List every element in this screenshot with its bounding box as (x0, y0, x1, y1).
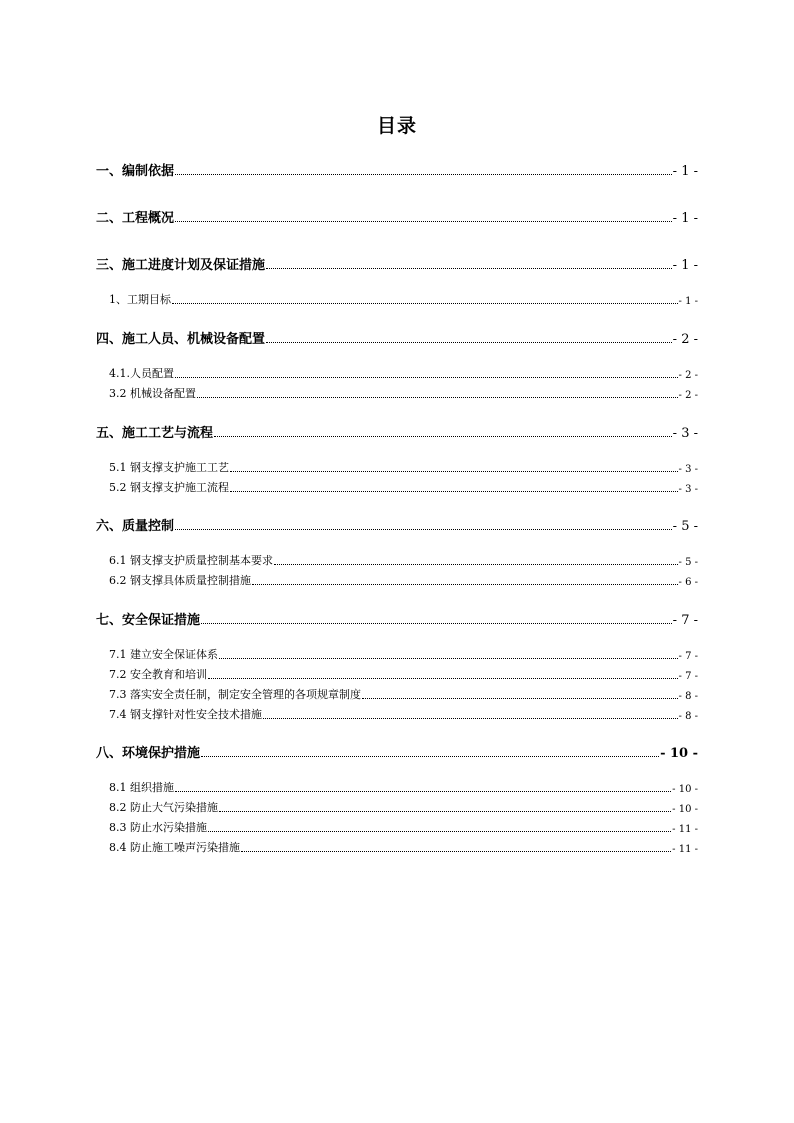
toc-dot-leader (266, 267, 672, 269)
toc-dot-leader (175, 528, 672, 530)
toc-entry-text: 五、施工工艺与流程 (96, 426, 214, 441)
toc-page-number: - 3 - (672, 426, 698, 441)
toc-dot-leader (175, 376, 678, 378)
toc-page-number: - 10 - (672, 784, 698, 795)
toc-page-number: - 7 - (672, 613, 698, 628)
toc-page-number: - 11 - (672, 844, 698, 855)
toc-page-number: - 8 - (678, 711, 698, 722)
toc-dot-leader (197, 396, 678, 398)
toc-entry-chapter[interactable] (96, 208, 698, 226)
toc-dot-leader (219, 657, 678, 659)
toc-dot-leader (172, 302, 678, 304)
toc-dot-leader (208, 677, 678, 679)
toc-entry-text: 5.2 钢支撑支护施工流程 (109, 481, 229, 494)
toc-page-number: - 10 - (672, 804, 698, 815)
toc-dot-leader (175, 220, 672, 222)
toc-entry-text: 8.1 组织措施 (109, 781, 174, 794)
toc-entry-chapter[interactable] (96, 423, 698, 441)
toc-entry-text: 七、安全保证措施 (96, 613, 201, 628)
toc-dot-leader (219, 810, 671, 812)
toc-entry-chapter[interactable] (96, 329, 698, 347)
toc-entry-section[interactable] (109, 780, 698, 795)
toc-page-number: - 2 - (672, 332, 698, 347)
toc-page-number: - 3 - (678, 484, 698, 495)
toc-entry-chapter[interactable] (96, 255, 698, 273)
toc-entry-chapter[interactable] (96, 743, 698, 761)
toc-dot-leader (362, 697, 678, 699)
toc-page-number: - 7 - (678, 671, 698, 682)
toc-page-number: - 5 - (672, 519, 698, 534)
toc-entry-section[interactable] (109, 667, 698, 682)
toc-entry-text: 8.2 防止大气污染措施 (109, 801, 218, 814)
toc-entry-text: 六、质量控制 (96, 519, 175, 534)
toc-dot-leader (201, 622, 672, 624)
toc-entry-text: 1、工期目标 (109, 293, 171, 306)
toc-dot-leader (175, 790, 671, 792)
toc-entry-text: 6.2 钢支撑具体质量控制措施 (109, 574, 251, 587)
toc-entry-section[interactable] (109, 460, 698, 475)
toc-dot-leader (266, 341, 672, 343)
toc-entry-text: 4.1.人员配置 (109, 367, 174, 380)
toc-entry-text: 三、施工进度计划及保证措施 (96, 258, 266, 273)
toc-entry-text: 二、工程概况 (96, 211, 175, 226)
toc-entry-section[interactable] (109, 292, 698, 307)
toc-page-number: - 2 - (678, 390, 698, 401)
toc-entry-text: 5.1 钢支撑支护施工工艺 (109, 461, 229, 474)
toc-page-number: - 10 - (660, 746, 698, 761)
toc-page-number: - 1 - (672, 164, 698, 179)
toc-entry-text: 7.3 落实安全责任制，制定安全管理的各项规章制度 (109, 688, 361, 701)
toc-dot-leader (230, 470, 678, 472)
toc-page-number: - 11 - (672, 824, 698, 835)
toc-entry-text: 7.2 安全教育和培训 (109, 668, 207, 681)
toc-entry-section[interactable] (109, 366, 698, 381)
toc-entry-section[interactable] (109, 840, 698, 855)
toc-dot-leader (175, 173, 672, 175)
toc-dot-leader (201, 755, 659, 757)
toc-entry-section[interactable] (109, 553, 698, 568)
toc-entry-section[interactable] (109, 800, 698, 815)
toc-entry-text: 8.3 防止水污染措施 (109, 821, 207, 834)
toc-page-number: - 2 - (678, 370, 698, 381)
toc-entry-section[interactable] (109, 573, 698, 588)
toc-page-number: - 1 - (672, 211, 698, 226)
toc-page-number: - 1 - (672, 258, 698, 273)
toc-entry-text: 7.4 钢支撑针对性安全技术措施 (109, 708, 262, 721)
toc-entry-text: 8.4 防止施工噪声污染措施 (109, 841, 240, 854)
toc-entry-section[interactable] (109, 647, 698, 662)
toc-page-number: - 1 - (678, 296, 698, 307)
toc-entry-section[interactable] (109, 687, 698, 702)
toc-page-number: - 7 - (678, 651, 698, 662)
toc-page-number: - 6 - (678, 577, 698, 588)
toc-dot-leader (274, 563, 678, 565)
toc-entry-text: 6.1 钢支撑支护质量控制基本要求 (109, 554, 273, 567)
toc-entry-section[interactable] (109, 480, 698, 495)
toc-entry-text: 四、施工人员、机械设备配置 (96, 332, 266, 347)
toc-entry-chapter[interactable] (96, 610, 698, 628)
toc-entry-text: 7.1 建立安全保证体系 (109, 648, 218, 661)
toc-entry-section[interactable] (109, 820, 698, 835)
toc-dot-leader (230, 490, 678, 492)
toc-page-number: - 3 - (678, 464, 698, 475)
toc-entry-section[interactable] (109, 386, 698, 401)
toc-entry-text: 一、编制依据 (96, 164, 175, 179)
toc-page-number: - 8 - (678, 691, 698, 702)
toc-dot-leader (214, 435, 672, 437)
toc-entry-text: 3.2 机械设备配置 (109, 387, 196, 400)
toc-entry-chapter[interactable] (96, 516, 698, 534)
toc-dot-leader (263, 717, 678, 719)
toc-entry-text: 八、环境保护措施 (96, 746, 201, 761)
toc-dot-leader (252, 583, 678, 585)
toc-entry-chapter[interactable] (96, 161, 698, 179)
toc-dot-leader (208, 830, 671, 832)
toc-page-number: - 5 - (678, 557, 698, 568)
toc-entry-section[interactable] (109, 707, 698, 722)
toc-title: 目录 (376, 115, 417, 137)
toc-dot-leader (241, 850, 671, 852)
